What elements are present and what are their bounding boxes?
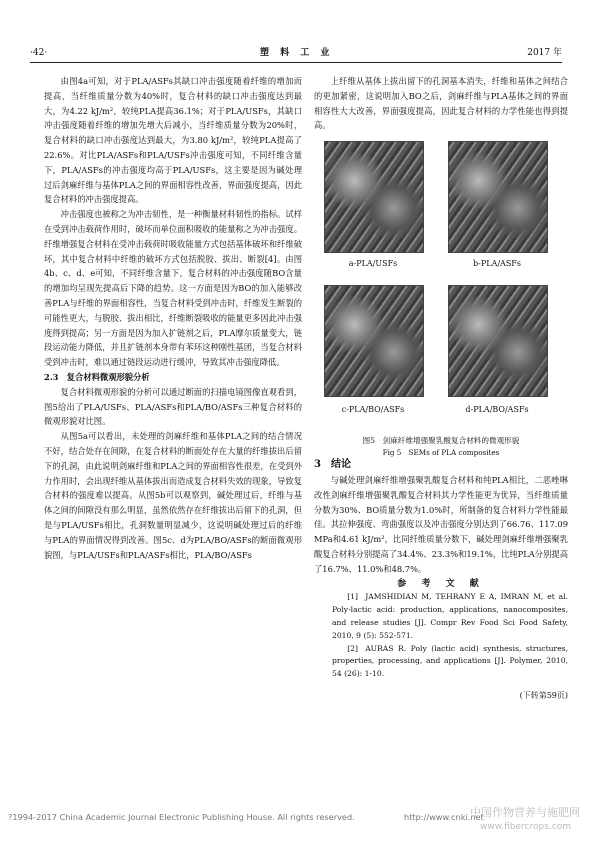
reference-item	[314, 591, 568, 642]
section-heading: 2.3 复合材料微观形貌分析	[44, 371, 150, 382]
sem-image-a	[324, 141, 424, 253]
section-heading: 3 结论	[314, 459, 351, 471]
year: 2017 年	[527, 48, 562, 58]
figure-title-cn: 图5 剑麻纤维增强聚乳酸复合材料的微观形貌	[362, 436, 520, 446]
website-link[interactable]: http://www.cnki.net	[404, 812, 484, 822]
journal-title: 塑 料 工 业	[260, 48, 334, 58]
watermark-url: www.fibercrops.com	[480, 822, 571, 832]
figure-caption-d: d-PLA/BO/ASFs	[465, 405, 529, 415]
sem-image-d	[448, 285, 548, 397]
right-column	[314, 74, 568, 704]
paragraph: 与碱处理剑麻纤维增强聚乳酸复合材料和纯PLA相比，二恶唑啉改性剑麻纤维增强聚乳酸复合材料其力学性能更为优异，当纤维质量分数为30%、BO质量分数为1.0%时，所制备的复合材料力学性能最佳。其拉伸强度、弯曲强度以及冲击强度分别达到了66.76、117.09 MPa和4.61 kJ/m²，比同纤维质量分数下，碱处理剑麻纤维增强聚乳酸复合材料分别提高了34.4%、23.3%和19.1%，比纯PLA分别提高了16.7%、11.0%和48.7%。	[314, 474, 568, 574]
figure-caption-b: b-PLA/ASFs	[473, 259, 521, 269]
copyright-text: ?1994-2017 China Academic Journal Electronic Publishing House. All rights reserved.	[8, 812, 355, 822]
sem-image-c	[324, 285, 424, 397]
figure-caption-a: a-PLA/USFs	[348, 259, 398, 269]
reference-number: [2]	[347, 643, 358, 653]
page-header	[30, 46, 562, 60]
figure-caption-c: c-PLA/BO/ASFs	[341, 405, 405, 415]
figure-title-en: Fig 5 SEMs of PLA composites	[382, 448, 500, 458]
watermark: 中国作物营养与施肥网	[470, 806, 580, 819]
paragraph: 由图4a可知，对于PLA/ASFs其缺口冲击强度随着纤维的增加而提高，当纤维质量分数为40%时，复合材料的缺口冲击强度达到最大，为4.22 kJ/m²，较纯PLA提高36.1%；对于PLA/USFs，其缺口冲击强度随着纤维的增加先增大后减小，当纤维质量分数为20%时，复合材料的缺口冲击强度达到最大，为3.80 kJ/m²，较纯PLA提高了22.6%。对比PLA/ASFs和PLA/USFs冲击强度可知，不同纤维含量下，PLA/ASFs的冲击强度均高于PLA/USFs，这主要是因为碱处理过后剑麻纤维与基体PLA之间的界面相容性改善，界面强度提高，因此复合材料的冲击强度提高。	[44, 76, 302, 205]
reference-item	[314, 643, 568, 681]
continued-note: (下转第59页)	[519, 690, 568, 700]
sem-figure	[314, 135, 568, 435]
left-column	[44, 74, 302, 562]
reference-text: JAMSHIDIAN M, TEHRANY E A, IMRAN M, et al. Poly-lactic acid: production, applications, nanocomposites, and release studies [J]. Compr Rev Food Sci Food Safety, 2010, 9 (5): 552-571.	[332, 592, 568, 640]
sem-image-b	[448, 141, 548, 253]
header-rule	[30, 62, 562, 63]
paragraph: 冲击强度也被称之为冲击韧性，是一种衡量材料韧性的指标。试样在受到冲击载荷作用时，破坏而单位面积吸收的能量称之为冲击强度。纤维增强复合材料在受冲击载荷时吸收能量方式包括基体破坏和纤维破坏，其中复合材料中纤维的破坏方式包括脱胶、拔出、断裂[4]。由图4b、c、d、e可知，不同纤维含量下，复合材料的冲击强度随BO含量的增加均呈现先提高后下降的趋势。这一方面是因为BO的加入能够改善PLA与纤维的界面相容性，当复合材料受到冲击时，纤维发生断裂的可能性更大，与脱胶、拔出相比，纤维断裂吸收的能量更多因此冲击强度得到提高；另一方面是因为加入扩链剂之后，PLA摩尔质量变大，链段运动能力降低，并且扩链剂本身带有苯环这种刚性基团，当复合材料受到冲击时，难以通过链段运动进行缓冲，导致其冲击强度降低。	[44, 209, 302, 368]
reference-number: [1]	[347, 592, 358, 602]
page-number: ·42·	[30, 48, 48, 58]
references-heading: 参 考 文 献	[397, 578, 485, 589]
paragraph: 复合材料微观形貌的分析可以通过断面的扫描电镜图像直观看到，图5给出了PLA/USFs、PLA/ASFs和PLA/BO/ASFs三种复合材料的微观形貌对比图。	[44, 386, 302, 427]
paragraph: 上纤维从基体上拔出留下的孔洞基本消失，纤维和基体之间结合的更加紧密，这说明加入BO之后，剑麻纤维与PLA基体之间的界面相容性大大改善，界面强度提高，因此复合材料的力学性能也得到提高。	[314, 76, 568, 131]
paragraph: 从图5a可以看出，未处理的剑麻纤维和基体PLA之间的结合情况不好，结合处存在间隙，在复合材料的断面处存在大量的纤维拔出后留下的孔洞，由此说明剑麻纤维和PLA之间的界面相容性很差，在受到外力作用时，会出现纤维从基体拔出而造成复合材料失效的现象，导致复合材料的强度难以提高。从图5b可以观察到，碱处理过后，纤维与基体之间的间隙没有那么明显，虽然依然存在纤维拔出后留下的孔洞，但是与PLA/USFs相比，孔洞数量明显减少，这说明碱处理过后的纤维与PLA的界面情况得到改善。图5c、d为PLA/BO/ASFs的断面微观形貌图，与PLA/USFs和PLA/ASFs相比，PLA/BO/ASFs	[44, 431, 302, 560]
reference-text: AURAS R. Poly (lactic acid) synthesis, structures, properties, processing, and applications [J]. Polymer, 2010, 54 (26): 1-10.	[332, 643, 568, 679]
